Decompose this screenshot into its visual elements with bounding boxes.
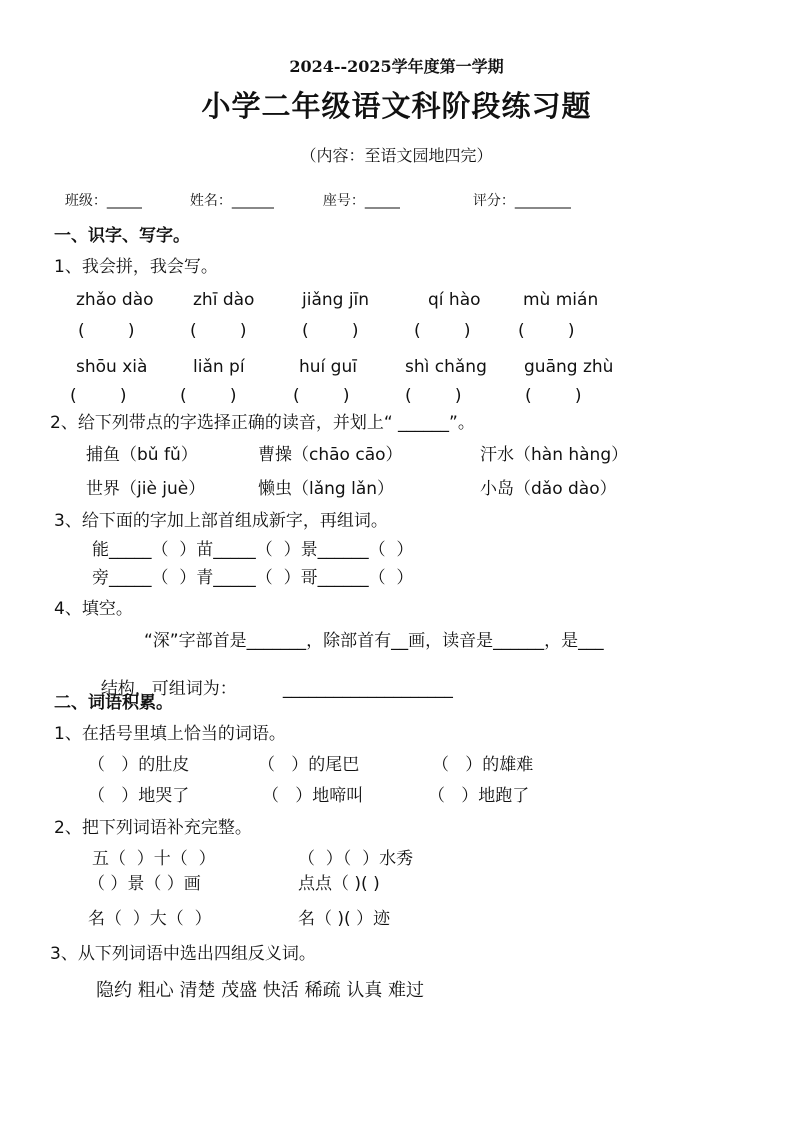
term-heading: 2024--2025学年度第一学期 bbox=[289, 57, 504, 76]
class-field[interactable] bbox=[56, 180, 142, 208]
pinyin-item: guāng zhù bbox=[524, 357, 614, 377]
pinyin-item: jiǎng jīn bbox=[302, 290, 370, 310]
name-blank[interactable]: ______ bbox=[231, 193, 274, 209]
word-fill-item[interactable]: （ ）的尾巴 bbox=[258, 755, 360, 775]
s1-q1-prompt: 1、我会拼，我会写。 bbox=[54, 257, 218, 277]
word-fill-item[interactable]: （ ）地啼叫 bbox=[262, 786, 364, 806]
seat-blank[interactable]: _____ bbox=[364, 193, 400, 209]
word-blank[interactable]: ____________________ bbox=[282, 679, 453, 699]
pinyin-item: zhǎo dào bbox=[76, 290, 154, 310]
answer-blank[interactable]: ( ) bbox=[405, 386, 462, 406]
reading-choice[interactable]: 曹操（chāo cāo） bbox=[258, 445, 403, 465]
fill-blank-line[interactable]: “深”字部首是_______，除部首有__画，读音是______，是___ bbox=[144, 631, 604, 651]
score-field[interactable] bbox=[464, 180, 571, 208]
word-fill-item[interactable]: （ ）地跑了 bbox=[428, 786, 530, 806]
pinyin-item: qí hào bbox=[428, 290, 481, 310]
pinyin-item: liǎn pí bbox=[193, 357, 245, 377]
class-blank[interactable]: _____ bbox=[106, 193, 142, 209]
class-label: 班级： bbox=[64, 193, 107, 209]
answer-blank[interactable]: ( ) bbox=[302, 321, 359, 341]
section-1-heading: 一、识字、写字。 bbox=[54, 226, 190, 246]
idiom-fill-item[interactable]: （ ）（ ）水秀 bbox=[298, 849, 414, 869]
radical-row[interactable]: 旁_____（ ）青_____（ ）哥______（ ） bbox=[92, 568, 414, 588]
s2-q2-prompt: 2、把下列词语补充完整。 bbox=[54, 818, 252, 838]
idiom-fill-item[interactable]: 五（ ）十（ ） bbox=[92, 849, 216, 869]
answer-blank[interactable]: ( ) bbox=[70, 386, 127, 406]
score-label: 评分： bbox=[472, 193, 515, 209]
page-subtitle: （内容：至语文园地四完） bbox=[300, 146, 493, 165]
reading-choice[interactable]: 汗水（hàn hàng） bbox=[480, 445, 629, 465]
answer-blank[interactable]: ( ) bbox=[518, 321, 575, 341]
seat-field[interactable] bbox=[314, 180, 400, 208]
reading-choice[interactable]: 世界（jiè juè） bbox=[86, 479, 206, 499]
reading-choice[interactable]: 捕鱼（bǔ fǔ） bbox=[86, 445, 198, 465]
answer-blank[interactable]: ( ) bbox=[180, 386, 237, 406]
radical-row[interactable]: 能_____（ ）苗_____（ ）景______（ ） bbox=[92, 540, 414, 560]
section-2-heading: 二、词语积累。 bbox=[54, 693, 173, 713]
pinyin-item: zhī dào bbox=[193, 290, 255, 310]
idiom-fill-item[interactable]: 名（ )( ）迹 bbox=[298, 909, 391, 929]
structure-label: 结构，可组词为： bbox=[100, 679, 237, 699]
s1-q3-prompt: 3、给下面的字加上部首组成新字，再组词。 bbox=[54, 511, 388, 531]
answer-blank[interactable]: ( ) bbox=[293, 386, 350, 406]
s2-q1-prompt: 1、在括号里填上恰当的词语。 bbox=[54, 724, 286, 744]
pinyin-item: mù mián bbox=[523, 290, 599, 310]
answer-blank[interactable]: ( ) bbox=[190, 321, 247, 341]
word-fill-item[interactable]: （ ）的肚皮 bbox=[88, 755, 190, 775]
answer-blank[interactable]: ( ) bbox=[78, 321, 135, 341]
s1-q4-prompt: 4、填空。 bbox=[54, 599, 133, 619]
answer-blank[interactable]: ( ) bbox=[414, 321, 471, 341]
word-fill-item[interactable]: （ ）地哭了 bbox=[88, 786, 190, 806]
name-label: 姓名： bbox=[189, 193, 232, 209]
pinyin-item: shōu xià bbox=[76, 357, 148, 377]
s1-q2-prompt: 2、给下列带点的字选择正确的读音，并划上“ ______”。 bbox=[50, 413, 475, 433]
pinyin-item: huí guī bbox=[299, 357, 357, 377]
idiom-fill-item[interactable]: 点点（ )( ) bbox=[298, 874, 380, 894]
word-fill-item[interactable]: （ ）的雄难 bbox=[432, 755, 534, 775]
idiom-fill-item[interactable]: （ ）景（ ）画 bbox=[88, 874, 201, 894]
s2-q3-prompt: 3、从下列词语中选出四组反义词。 bbox=[50, 944, 316, 964]
name-field[interactable] bbox=[181, 180, 274, 208]
antonym-word-list: 隐约 粗心 清楚 茂盛 快活 稀疏 认真 难过 bbox=[96, 980, 425, 1001]
reading-choice[interactable]: 懒虫（lǎng lǎn） bbox=[258, 479, 395, 499]
seat-label: 座号： bbox=[322, 193, 365, 209]
idiom-fill-item[interactable]: 名（ ）大（ ） bbox=[88, 909, 212, 929]
pinyin-item: shì chǎng bbox=[405, 357, 487, 377]
reading-choice[interactable]: 小岛（dǎo dào） bbox=[480, 479, 617, 499]
page-title: 小学二年级语文科阶段练习题 bbox=[201, 89, 592, 123]
answer-blank[interactable]: ( ) bbox=[525, 386, 582, 406]
score-blank[interactable]: ________ bbox=[514, 193, 571, 209]
